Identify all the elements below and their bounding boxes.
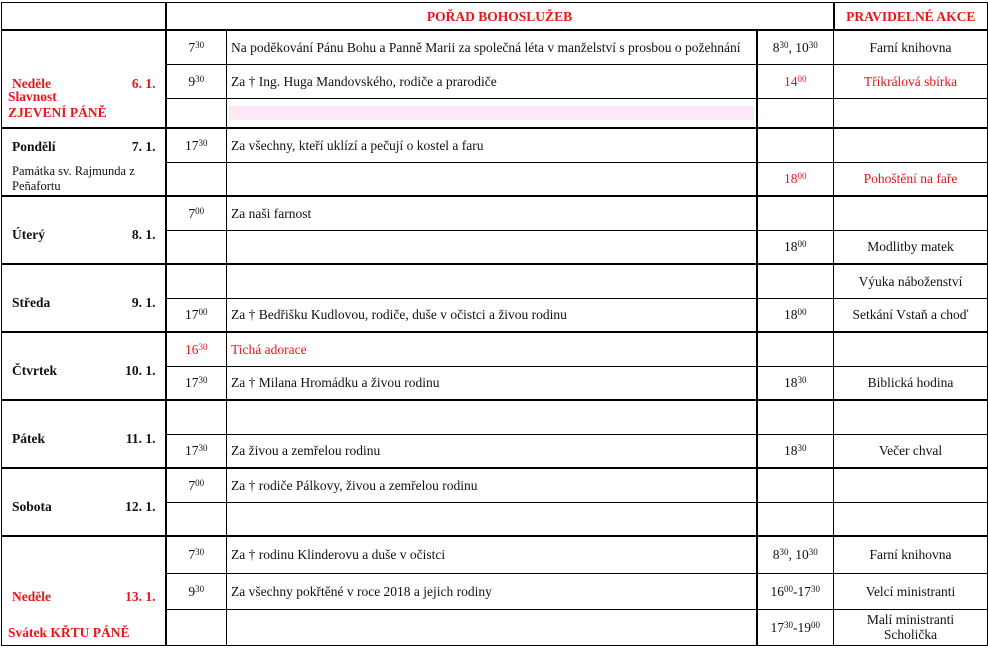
mass-time: $9^{30}$ bbox=[166, 573, 227, 609]
mass-intention bbox=[227, 609, 757, 645]
event-name bbox=[834, 502, 988, 536]
event-name: Velcí ministranti bbox=[834, 573, 988, 609]
event-time bbox=[757, 400, 834, 434]
mass-time: $7^{30}$ bbox=[166, 30, 227, 64]
event-name: Pohoštění na faře bbox=[834, 162, 988, 196]
day-date: 10. 1. bbox=[125, 363, 156, 378]
event-name: Večer chval bbox=[834, 434, 988, 468]
feast-title: Svátek KŘTU PÁNĚ bbox=[8, 624, 130, 640]
event-time: $18^{00}$ bbox=[757, 230, 834, 264]
mass-intention: Za † rodiče Pálkovy, živou a zemřelou rodinu bbox=[227, 468, 757, 502]
day-date: 7. 1. bbox=[131, 139, 156, 154]
day-cell-thursday bbox=[2, 332, 166, 400]
mass-intention: Za všechny pokřtěné v roce 2018 a jejich rodiny bbox=[227, 573, 757, 609]
event-name bbox=[834, 196, 988, 230]
mass-time bbox=[166, 502, 227, 536]
mass-time: $17^{30}$ bbox=[166, 434, 227, 468]
mass-intention bbox=[227, 502, 757, 536]
mass-intention: Za živou a zemřelou rodinu bbox=[227, 434, 757, 468]
event-time bbox=[757, 468, 834, 502]
event-time: $16^{00}-17^{30}$ bbox=[757, 573, 834, 609]
mass-intention: Za † Milana Hromádku a živou rodinu bbox=[227, 366, 757, 400]
schedule-row bbox=[2, 196, 988, 230]
day-name: Pondělí bbox=[12, 139, 56, 154]
schedule-row bbox=[2, 128, 988, 162]
schedule-row bbox=[2, 468, 988, 502]
day-cell-sunday-13 bbox=[2, 536, 166, 645]
day-name: Středa bbox=[12, 295, 51, 310]
event-name: Tříkrálová sbírka bbox=[834, 64, 988, 98]
day-name: Čtvrtek bbox=[12, 363, 57, 378]
events-title: PRAVIDELNÉ AKCE bbox=[834, 3, 988, 31]
mass-time: $7^{00}$ bbox=[166, 196, 227, 230]
day-cell-monday bbox=[2, 128, 166, 196]
event-name bbox=[834, 128, 988, 162]
schedule-row bbox=[2, 400, 988, 434]
mass-intention: Za † Bedřišku Kudlovou, rodiče, duše v očistci a živou rodinu bbox=[227, 298, 757, 332]
header-row bbox=[2, 3, 988, 31]
mass-time: $17^{00}$ bbox=[166, 298, 227, 332]
day-cell-sunday-6 bbox=[2, 30, 166, 128]
event-time: $18^{30}$ bbox=[757, 366, 834, 400]
mass-time: $7^{00}$ bbox=[166, 468, 227, 502]
mass-time bbox=[166, 609, 227, 645]
event-name: Výuka náboženství bbox=[834, 264, 988, 298]
event-time: $18^{30}$ bbox=[757, 434, 834, 468]
mass-intention: Za naši farnost bbox=[227, 196, 757, 230]
event-time bbox=[757, 332, 834, 366]
day-date: 8. 1. bbox=[131, 227, 156, 242]
event-name bbox=[834, 98, 988, 128]
mass-intention: Za † rodinu Klinderovu a duše v očistci bbox=[227, 536, 757, 573]
event-time: $8^{30}$, $10^{30}$ bbox=[757, 30, 834, 64]
highlight-bar bbox=[229, 106, 754, 120]
mass-time: $17^{30}$ bbox=[166, 128, 227, 162]
event-name: Farní knihovna bbox=[834, 30, 988, 64]
mass-intention bbox=[227, 264, 757, 298]
day-date: 12. 1. bbox=[125, 499, 156, 514]
day-cell-friday bbox=[2, 400, 166, 468]
highlight-cell bbox=[227, 98, 757, 128]
liturgy-title: POŘAD BOHOSLUŽEB bbox=[166, 3, 834, 31]
mass-intention: Za † Ing. Huga Mandovského, rodiče a prarodiče bbox=[227, 64, 757, 98]
event-time: $17^{30}-19^{00}$ bbox=[757, 609, 834, 645]
liturgy-schedule-table bbox=[1, 2, 988, 646]
adoration-text: Tichá adorace bbox=[227, 332, 757, 366]
event-name: Farní knihovna bbox=[834, 536, 988, 573]
day-date: 11. 1. bbox=[125, 431, 156, 446]
event-time: $18^{00}$ bbox=[757, 162, 834, 196]
event-time bbox=[757, 264, 834, 298]
memorial-text: Památka sv. Rajmunda z Peñafortu bbox=[12, 164, 135, 193]
event-name-line: Malí ministranti bbox=[866, 612, 955, 627]
day-date: 9. 1. bbox=[131, 295, 156, 310]
day-date: 6. 1. bbox=[131, 76, 156, 91]
day-cell-tuesday bbox=[2, 196, 166, 264]
event-name bbox=[834, 400, 988, 434]
event-time bbox=[757, 128, 834, 162]
schedule-row bbox=[2, 264, 988, 298]
mass-intention: Za všechny, kteří uklízí a pečují o kostel a faru bbox=[227, 128, 757, 162]
event-name bbox=[834, 468, 988, 502]
schedule-row bbox=[2, 332, 988, 366]
event-time: $14^{00}$ bbox=[757, 64, 834, 98]
mass-time bbox=[166, 264, 227, 298]
mass-time bbox=[166, 98, 227, 128]
mass-time: $17^{30}$ bbox=[166, 366, 227, 400]
feast-title: Slavnost ZJEVENÍ PÁNĚ bbox=[8, 89, 107, 120]
day-name: Neděle bbox=[12, 589, 51, 605]
mass-time: $9^{30}$ bbox=[166, 64, 227, 98]
event-name: Biblická hodina bbox=[834, 366, 988, 400]
mass-intention: Na poděkování Pánu Bohu a Panně Marii za společná léta v manželství s prosbou o požehnání bbox=[227, 30, 757, 64]
event-time: $8^{30}$, $10^{30}$ bbox=[757, 536, 834, 573]
header-blank bbox=[2, 3, 166, 31]
schedule-row bbox=[2, 30, 988, 64]
day-cell-saturday bbox=[2, 468, 166, 536]
day-name: Úterý bbox=[12, 227, 45, 242]
day-name: Neděle bbox=[12, 76, 51, 91]
event-name-line: Scholička bbox=[883, 627, 938, 642]
day-cell-wednesday bbox=[2, 264, 166, 332]
mass-intention bbox=[227, 230, 757, 264]
mass-time: $7^{30}$ bbox=[166, 536, 227, 573]
event-time bbox=[757, 196, 834, 230]
event-name bbox=[834, 332, 988, 366]
mass-time bbox=[166, 162, 227, 196]
schedule-row bbox=[2, 536, 988, 573]
event-name bbox=[834, 609, 988, 645]
day-name: Pátek bbox=[12, 431, 45, 446]
mass-intention bbox=[227, 162, 757, 196]
mass-time bbox=[166, 400, 227, 434]
day-date: 13. 1. bbox=[125, 589, 156, 605]
event-name: Modlitby matek bbox=[834, 230, 988, 264]
event-time: $18^{00}$ bbox=[757, 298, 834, 332]
event-name: Setkání Vstaň a choď bbox=[834, 298, 988, 332]
day-name: Sobota bbox=[12, 499, 52, 514]
event-time bbox=[757, 502, 834, 536]
event-time bbox=[757, 98, 834, 128]
mass-time bbox=[166, 230, 227, 264]
mass-intention bbox=[227, 400, 757, 434]
mass-time: $16^{30}$ bbox=[166, 332, 227, 366]
